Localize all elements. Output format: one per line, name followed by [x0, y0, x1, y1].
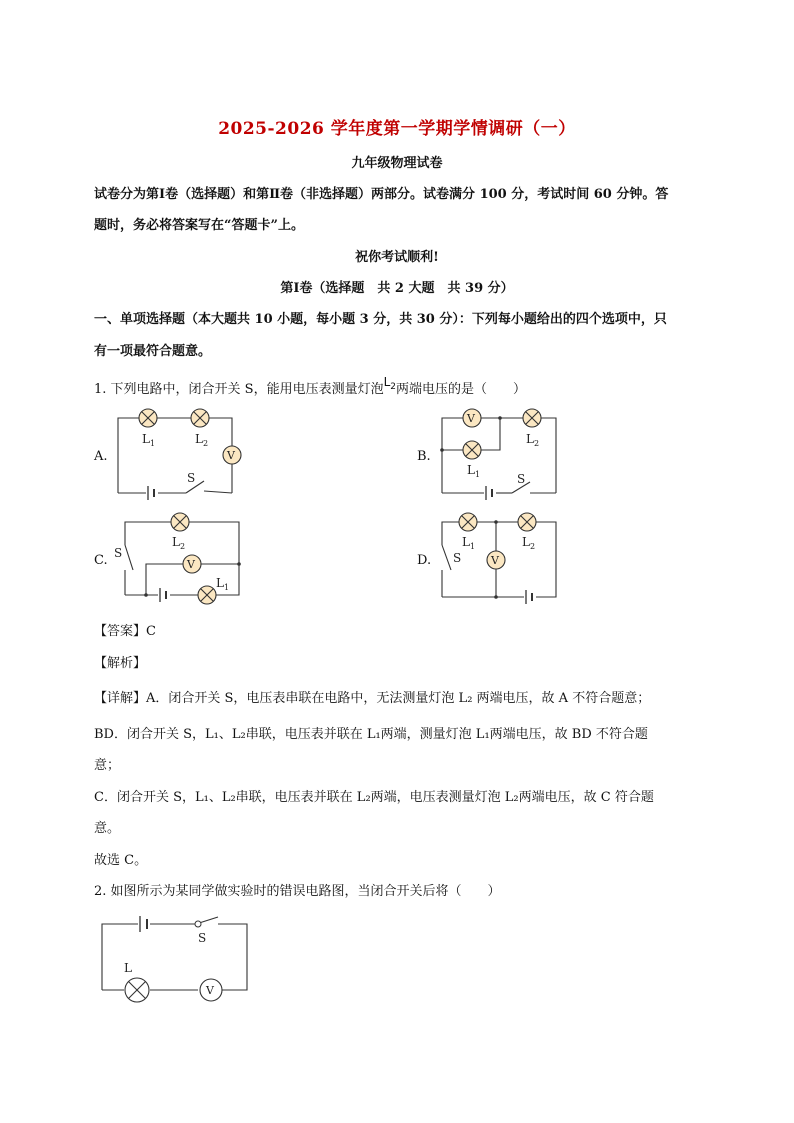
- circuit-d-l2-label: $L_2$: [522, 535, 536, 551]
- q2-circuit-diagram: [0, 900, 300, 1010]
- circuit-b-battery: [486, 486, 492, 500]
- q1-answer: 【答案】C: [94, 624, 156, 639]
- q1-analysis-label: 【解析】: [94, 656, 147, 671]
- q1-stem-before: 1. 下列电路中，闭合开关 S，能用电压表测量灯泡: [94, 382, 384, 397]
- circuit-b: [442, 418, 556, 493]
- circuit-d-l1-label: $L_1$: [462, 535, 476, 551]
- circuit-d-switch-label: S: [453, 551, 462, 565]
- circuit-c-lamp-l2: [171, 513, 189, 531]
- circuit-a-l2-label: $L_2$: [195, 432, 209, 448]
- circuit-b-l1-label: $L_1$: [467, 463, 481, 479]
- q1-detail-line-2: BD．闭合开关 S，L₁、L₂串联，电压表并联在 L₁两端，测量灯泡 L₁两端电压，故 BD 不符合题: [94, 727, 648, 742]
- circuit-a-lamp-l2: [191, 409, 209, 427]
- exam-title: 2025-2026 学年度第一学期学情调研（一）: [218, 119, 576, 139]
- circuit-a: [118, 418, 232, 493]
- circuit-b-l2-label: $L_2$: [526, 432, 540, 448]
- circuit-c-l1-label: $L_1$: [216, 576, 230, 592]
- option-a-label: A.: [94, 449, 108, 464]
- q1-detail-line-5: 意。: [94, 821, 121, 836]
- circuit-b-switch-label: S: [517, 472, 526, 486]
- circuit-d-voltmeter-label: V: [491, 554, 499, 567]
- section1-heading-line-2: 有一项最符合题意。: [94, 344, 212, 359]
- q1-detail-line-4: C．闭合开关 S，L₁、L₂串联，电压表并联在 L₂两端，电压表测量灯泡 L₂两端电压，故 C 符合题: [94, 790, 654, 805]
- option-c-label: C.: [94, 553, 108, 568]
- section1-heading-line-1: 一、单项选择题（本大题共 10 小题，每小题 3 分，共 30 分）：下列每小题给出的四个选项中，只: [94, 312, 667, 327]
- circuit-c-voltmeter-label: V: [187, 558, 195, 571]
- q2-switch-label: S: [198, 931, 207, 945]
- intro-line-2: 题时，务必将答案写在“答题卡”上。: [94, 218, 304, 233]
- intro-line-1: 试卷分为第Ⅰ卷（选择题）和第Ⅱ卷（非选择题）两部分。试卷满分 100 分，考试时间 60 分钟。答: [94, 187, 669, 202]
- q2-stem: 2. 如图所示为某同学做实验时的错误电路图，当闭合开关后将（ ）: [94, 884, 501, 899]
- option-b-label: B.: [417, 449, 431, 464]
- option-d-label: D.: [417, 553, 432, 568]
- circuit-d-battery: [526, 590, 532, 604]
- wish-text: 祝你考试顺利!: [355, 250, 439, 265]
- circuit-c-lamp-l1: [198, 586, 216, 604]
- q1-stem-symbol: $L_2$: [383, 375, 396, 392]
- q1-detail-line-1: 【详解】A．闭合开关 S，电压表串联在电路中，无法测量灯泡 L₂ 两端电压，故 A 不符合题意；: [94, 691, 651, 706]
- q1-stem-after: 两端电压的是（ ）: [396, 382, 527, 397]
- circuit-a-switch-label: S: [187, 471, 196, 485]
- circuit-b-voltmeter-label: V: [467, 412, 475, 425]
- circuit-a-voltmeter-label: V: [227, 449, 235, 462]
- circuit-a-lamp-l1: [139, 409, 157, 427]
- circuit-d-lamp-l2: [518, 513, 536, 531]
- circuit-c-switch-label: S: [114, 546, 123, 560]
- part-title: 第Ⅰ卷（选择题 共 2 大题 共 39 分）: [280, 281, 514, 296]
- circuit-a-battery: [148, 486, 154, 500]
- circuit-d-lamp-l1: [459, 513, 477, 531]
- q2-lamp-label: L: [124, 961, 132, 975]
- q2-voltmeter-label: V: [206, 984, 214, 997]
- circuit-b-lamp-l1: [463, 441, 481, 459]
- q2-lamp: [125, 978, 149, 1002]
- circuit-a-l1-label: $L_1$: [142, 432, 156, 448]
- q1-detail-line-3: 意；: [94, 758, 121, 773]
- circuit-c-battery: [160, 588, 166, 602]
- exam-subject: 九年级物理试卷: [351, 156, 443, 171]
- circuit-c-l2-label: $L_2$: [172, 535, 186, 551]
- q1-conclusion: 故选 C。: [94, 853, 148, 868]
- circuit-b-lamp-l2: [523, 409, 541, 427]
